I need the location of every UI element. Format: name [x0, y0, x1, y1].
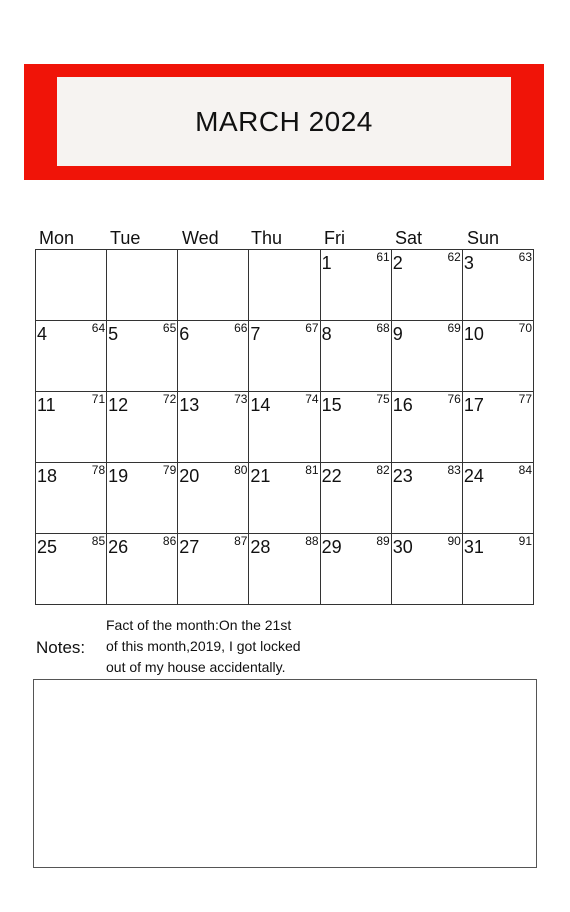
day-of-year: 68	[376, 321, 390, 335]
day-of-year: 77	[518, 392, 532, 406]
day-number: 5	[108, 324, 119, 344]
day-cell[interactable]	[178, 392, 249, 463]
day-of-year: 90	[447, 534, 461, 548]
day-cell[interactable]	[178, 463, 249, 534]
day-of-year: 61	[376, 250, 390, 264]
day-of-year: 79	[162, 463, 177, 477]
day-cell[interactable]	[321, 463, 392, 534]
day-number: 12	[108, 395, 129, 415]
day-number: 15	[321, 395, 342, 415]
day-number: 17	[463, 395, 484, 415]
day-of-year: 85	[91, 534, 106, 548]
day-of-year: 69	[447, 321, 461, 335]
day-cell[interactable]	[392, 392, 463, 463]
day-of-year: 70	[518, 321, 532, 335]
day-cell[interactable]	[321, 392, 392, 463]
day-of-year: 78	[91, 463, 106, 477]
day-number: 13	[179, 395, 200, 415]
day-cell[interactable]	[36, 321, 107, 392]
day-of-year: 88	[305, 534, 319, 548]
day-number: 30	[392, 537, 413, 557]
day-of-year: 83	[447, 463, 461, 477]
weekday-sun: Sun	[467, 228, 500, 248]
weekday-tue: Tue	[110, 228, 141, 248]
day-of-year: 75	[376, 392, 390, 406]
day-of-year: 86	[162, 534, 177, 548]
day-number: 26	[108, 537, 129, 557]
day-number: 25	[37, 537, 58, 557]
day-of-year: 84	[518, 463, 532, 477]
notes-box[interactable]	[33, 679, 537, 868]
day-number: 23	[392, 466, 413, 486]
day-cell[interactable]	[107, 392, 178, 463]
day-cell[interactable]	[463, 321, 534, 392]
day-number: 10	[463, 324, 484, 344]
day-of-year: 64	[91, 321, 106, 335]
page-title: MARCH 2024	[195, 105, 373, 137]
day-of-year: 65	[162, 321, 177, 335]
day-of-year: 66	[234, 321, 248, 335]
day-number: 2	[392, 253, 403, 273]
day-number: 7	[250, 324, 261, 344]
day-of-year: 71	[91, 392, 106, 406]
day-cell[interactable]	[36, 463, 107, 534]
day-cell[interactable]	[249, 392, 320, 463]
day-number: 18	[37, 466, 58, 486]
day-cell[interactable]	[249, 463, 320, 534]
day-cell[interactable]	[392, 250, 463, 321]
day-cell[interactable]	[463, 534, 534, 605]
day-number: 1	[321, 253, 332, 273]
weekday-thu: Thu	[251, 228, 283, 248]
day-number: 16	[392, 395, 413, 415]
day-cell[interactable]	[249, 534, 320, 605]
day-cell[interactable]	[249, 321, 320, 392]
day-cell[interactable]	[392, 463, 463, 534]
day-of-year: 72	[162, 392, 177, 406]
day-cell[interactable]	[178, 321, 249, 392]
day-of-year: 74	[305, 392, 319, 406]
day-of-year: 80	[234, 463, 248, 477]
day-cell[interactable]	[321, 250, 392, 321]
day-number: 3	[463, 253, 474, 273]
day-cell[interactable]	[36, 534, 107, 605]
weekday-mon: Mon	[39, 228, 75, 248]
day-cell[interactable]	[178, 534, 249, 605]
day-cell[interactable]	[463, 392, 534, 463]
day-cell[interactable]	[36, 250, 107, 321]
day-number: 6	[179, 324, 190, 344]
day-cell[interactable]	[107, 534, 178, 605]
day-of-year: 63	[518, 250, 532, 264]
day-number: 9	[392, 324, 403, 344]
day-cell[interactable]	[321, 321, 392, 392]
day-cell[interactable]	[463, 463, 534, 534]
day-of-year: 62	[447, 250, 461, 264]
day-cell[interactable]	[107, 321, 178, 392]
day-number: 14	[250, 395, 271, 415]
notes-label: Notes:	[36, 638, 86, 657]
day-number: 8	[321, 324, 332, 344]
day-of-year: 73	[234, 392, 248, 406]
weekday-sat: Sat	[395, 228, 423, 248]
day-of-year: 67	[305, 321, 319, 335]
day-of-year: 87	[234, 534, 248, 548]
day-of-year: 81	[305, 463, 319, 477]
day-number: 24	[463, 466, 484, 486]
fact-line: out of my house accidentally.	[106, 659, 286, 675]
day-of-year: 82	[376, 463, 390, 477]
day-number: 19	[108, 466, 129, 486]
day-number: 29	[321, 537, 342, 557]
day-number: 31	[463, 537, 484, 557]
day-of-year: 91	[518, 534, 532, 548]
day-cell[interactable]	[107, 463, 178, 534]
title-box	[57, 77, 511, 166]
day-cell[interactable]	[178, 250, 249, 321]
day-cell[interactable]	[392, 534, 463, 605]
day-cell[interactable]	[36, 392, 107, 463]
day-number: 20	[179, 466, 200, 486]
day-number: 21	[250, 466, 271, 486]
fact-line: of this month,2019, I got locked	[106, 638, 301, 654]
day-of-year: 89	[376, 534, 390, 548]
fact-of-the-month	[106, 615, 326, 678]
day-cell[interactable]	[392, 321, 463, 392]
day-number: 22	[321, 466, 342, 486]
weekday-fri: Fri	[324, 228, 345, 248]
day-number: 4	[37, 324, 48, 344]
day-cell[interactable]	[463, 250, 534, 321]
weekday-wed: Wed	[182, 228, 219, 248]
day-number: 27	[179, 537, 200, 557]
day-number: 11	[37, 395, 56, 415]
day-of-year: 76	[447, 392, 461, 406]
day-number: 28	[250, 537, 271, 557]
weekday-row	[35, 228, 535, 250]
day-cell[interactable]	[321, 534, 392, 605]
day-cell[interactable]	[107, 250, 178, 321]
calendar-grid	[35, 249, 534, 605]
day-cell[interactable]	[249, 250, 320, 321]
fact-line: Fact of the month:On the 21st	[106, 617, 292, 633]
